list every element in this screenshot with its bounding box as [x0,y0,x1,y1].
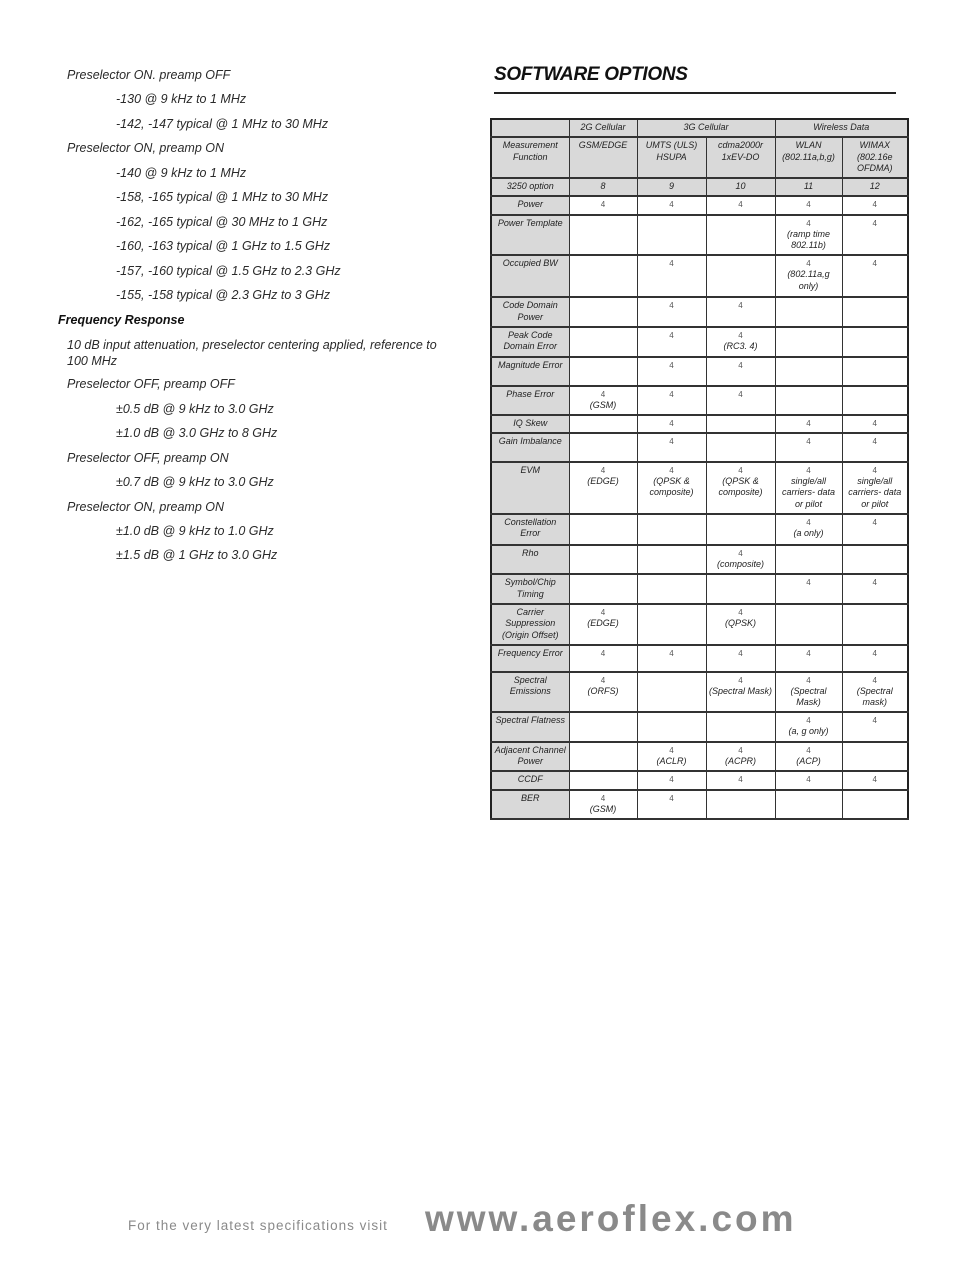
spec-line: -158, -165 typical @ 1 MHz to 30 MHz [116,190,329,204]
support-cell [706,771,775,789]
spec-line: -142, -147 typical @ 1 MHz to 30 MHz [116,117,329,131]
software-options-table [490,118,909,820]
support-cell [706,196,775,214]
support-cell [706,645,775,672]
cell-note: (QPSK & composite) [649,476,694,498]
support-cell [637,357,706,386]
checkmark-icon: 4 [669,793,674,803]
spec-line: -157, -160 typical @ 1.5 GHz to 2.3 GHz [116,264,341,278]
checkmark-icon: 4 [669,418,674,428]
checkmark-icon: 4 [738,466,743,476]
support-cell [775,462,842,514]
support-cell [637,790,706,819]
cell-note: (ACLR) [656,755,687,766]
support-cell [842,545,908,574]
checkmark-icon: 4 [806,716,811,726]
support-cell [706,415,775,433]
support-cell [842,604,908,645]
checkmark-icon: 4 [669,745,674,755]
table-row [491,645,908,672]
row-label: Measurement Function [491,137,569,178]
cell-note: (EDGE) [587,476,619,487]
table-row [491,215,908,256]
cell-note: single/all carriers- data or pilot [848,476,902,509]
spec-line: ±0.7 dB @ 9 kHz to 3.0 GHz [116,475,274,489]
support-cell [842,712,908,741]
cell-note: (QPSK & composite) [718,476,763,498]
checkmark-icon: 4 [806,200,811,210]
support-cell [569,255,637,297]
support-cell [706,742,775,772]
support-cell [569,433,637,462]
checkmark-icon: 4 [600,200,606,210]
support-cell [706,790,775,819]
checkmark-icon: 4 [806,218,811,228]
support-cell [842,742,908,772]
support-cell [775,215,842,256]
support-cell [637,196,706,214]
measurement-label: Adjacent Channel Power [491,742,569,772]
checkmark-icon: 4 [872,200,877,210]
support-cell [637,433,706,462]
support-cell [569,215,637,256]
option-number: 9 [637,178,706,196]
checkmark-icon: 4 [669,775,674,785]
support-cell [637,415,706,433]
measurement-label: Gain Imbalance [491,433,569,462]
table-row [491,415,908,433]
measurement-label: Spectral Flatness [491,712,569,741]
support-cell [569,645,637,672]
support-cell [706,357,775,386]
support-cell [569,604,637,645]
support-cell [569,386,637,415]
spec-condition: Preselector ON. preamp OFF [67,68,231,82]
cell-note: (RC3. 4) [723,340,758,351]
row-label: 3250 option [491,178,569,196]
measurement-label: Power [491,196,569,214]
support-cell [842,462,908,514]
measurement-label: Rho [491,545,569,574]
table-row [491,574,908,604]
cell-note: (Spectral mask) [856,685,893,708]
cell-note: (composite) [716,559,764,570]
section-heading: Frequency Response [58,313,185,327]
standards-header-row [491,137,908,178]
spec-line: ±1.0 dB @ 3.0 GHz to 8 GHz [116,426,278,440]
checkmark-icon: 4 [669,648,674,658]
support-cell [842,790,908,819]
table-row [491,297,908,327]
spec-condition: Preselector ON, preamp ON [67,141,224,155]
standard-header: WIMAX (802.16e OFDMA) [842,137,908,178]
spec-condition: Preselector ON, preamp ON [67,500,224,514]
support-cell [569,514,637,545]
checkmark-icon: 4 [806,466,811,476]
support-cell [775,327,842,357]
cell-note: (GSM) [589,803,617,814]
checkmark-icon: 4 [872,437,877,447]
table-row [491,742,908,772]
measurement-label: Frequency Error [491,645,569,672]
spec-line: -140 @ 9 kHz to 1 MHz [116,166,247,180]
measurement-label: Magnitude Error [491,357,569,386]
cell-note: (ACP) [796,755,821,766]
support-cell [775,433,842,462]
support-cell [706,255,775,297]
support-cell [569,462,637,514]
standard-header: UMTS (ULS) HSUPA [637,137,706,178]
table-row [491,790,908,819]
measurement-label: Spectral Emissions [491,672,569,713]
support-cell [637,645,706,672]
table-row [491,255,908,297]
checkmark-icon: 4 [738,745,743,755]
cell-note: (a, g only) [788,726,829,737]
support-cell [775,196,842,214]
measurement-label: CCDF [491,771,569,789]
table-row [491,327,908,357]
table-row [491,604,908,645]
spec-intro: 10 dB input attenuation, preselector centering applied, reference to 100 MHz [67,338,437,368]
support-cell [775,712,842,741]
checkmark-icon: 4 [600,675,606,685]
checkmark-icon: 4 [600,607,606,617]
support-cell [775,790,842,819]
support-cell [842,433,908,462]
support-cell [637,604,706,645]
measurement-label: BER [491,790,569,819]
checkmark-icon: 4 [600,793,606,803]
footer-url[interactable]: www.aeroflex.com [425,1198,797,1239]
checkmark-icon: 4 [738,549,743,559]
support-cell [706,327,775,357]
checkmark-icon: 4 [806,675,811,685]
support-cell [842,645,908,672]
checkmark-icon: 4 [872,578,877,588]
measurement-label: Occupied BW [491,255,569,297]
spec-condition: Preselector OFF, preamp ON [67,451,229,465]
measurement-rows [491,196,908,818]
checkmark-icon: 4 [600,648,606,658]
support-cell [706,672,775,713]
support-cell [569,357,637,386]
support-cell [637,771,706,789]
support-cell [775,742,842,772]
table-row [491,196,908,214]
support-cell [842,297,908,327]
measurement-label: Power Template [491,215,569,256]
checkmark-icon: 4 [669,259,674,269]
group-header: Wireless Data [775,119,908,137]
checkmark-icon: 4 [669,437,674,447]
support-cell [569,712,637,741]
footer-text: For the very latest specifications visit [128,1218,388,1233]
support-cell [842,386,908,415]
support-cell [706,297,775,327]
measurement-label: Code Domain Power [491,297,569,327]
cell-note: (ORFS) [587,685,619,696]
support-cell [569,327,637,357]
support-cell [775,297,842,327]
spec-line: -155, -158 typical @ 2.3 GHz to 3 GHz [116,288,331,302]
cell-note: single/all carriers- data or pilot [781,476,835,509]
support-cell [706,215,775,256]
support-cell [569,672,637,713]
table-row [491,433,908,462]
group-header: 3G Cellular [637,119,775,137]
checkmark-icon: 4 [806,578,811,588]
support-cell [775,645,842,672]
support-cell [842,574,908,604]
checkmark-icon: 4 [806,259,811,269]
checkmark-icon: 4 [872,259,877,269]
table-row [491,771,908,789]
support-cell [775,514,842,545]
checkmark-icon: 4 [669,466,674,476]
support-cell [569,742,637,772]
checkmark-icon: 4 [872,775,877,785]
checkmark-icon: 4 [806,648,811,658]
support-cell [706,462,775,514]
support-cell [637,386,706,415]
support-cell [706,604,775,645]
checkmark-icon: 4 [738,389,743,399]
checkmark-icon: 4 [738,775,743,785]
spec-line: ±1.5 dB @ 1 GHz to 3.0 GHz [116,548,278,562]
checkmark-icon: 4 [872,418,877,428]
support-cell [569,196,637,214]
measurement-label: Carrier Suppression (Origin Offset) [491,604,569,645]
cell-note: (ACPR) [725,755,756,766]
standard-header: WLAN (802.11a,b,g) [775,137,842,178]
support-cell [569,415,637,433]
checkmark-icon: 4 [872,675,877,685]
checkmark-icon: 4 [600,466,606,476]
spec-line: -160, -163 typical @ 1 GHz to 1.5 GHz [116,239,331,253]
section-title: SOFTWARE OPTIONS [494,64,688,85]
support-cell [706,574,775,604]
support-cell [706,433,775,462]
support-cell [842,415,908,433]
support-cell [706,712,775,741]
support-cell [775,357,842,386]
support-cell [637,462,706,514]
support-cell [637,297,706,327]
empty-header-cell [491,119,569,137]
checkmark-icon: 4 [806,745,811,755]
support-cell [637,215,706,256]
support-cell [706,545,775,574]
table-row [491,545,908,574]
support-cell [775,574,842,604]
support-cell [775,672,842,713]
checkmark-icon: 4 [738,607,743,617]
measurement-label: IQ Skew [491,415,569,433]
support-cell [842,514,908,545]
checkmark-icon: 4 [669,360,674,370]
support-cell [775,771,842,789]
support-cell [637,545,706,574]
checkmark-icon: 4 [872,518,877,528]
group-header: 2G Cellular [569,119,637,137]
cell-note: (QPSK) [724,617,756,628]
checkmark-icon: 4 [738,301,743,311]
measurement-label: EVM [491,462,569,514]
standard-header: cdma2000r 1xEV-DO [706,137,775,178]
cell-note: (Spectral Mask) [790,685,827,708]
checkmark-icon: 4 [669,200,674,210]
checkmark-icon: 4 [806,775,811,785]
support-cell [637,255,706,297]
support-cell [706,514,775,545]
support-cell [775,415,842,433]
checkmark-icon: 4 [669,330,674,340]
support-cell [569,574,637,604]
support-cell [842,196,908,214]
table-row [491,357,908,386]
table-row [491,514,908,545]
cell-note: (ramp time 802.11b) [786,228,830,251]
support-cell [569,771,637,789]
spec-condition: Preselector OFF, preamp OFF [67,377,235,391]
support-cell [569,545,637,574]
measurement-label: Phase Error [491,386,569,415]
support-cell [569,790,637,819]
support-cell [637,742,706,772]
checkmark-icon: 4 [669,301,674,311]
option-number: 11 [775,178,842,196]
support-cell [637,327,706,357]
spec-line: -130 @ 9 kHz to 1 MHz [116,92,247,106]
measurement-label: Symbol/Chip Timing [491,574,569,604]
support-cell [637,574,706,604]
cell-note: (802.11a,g only) [787,269,830,291]
checkmark-icon: 4 [872,648,877,658]
cell-note: (GSM) [589,399,617,410]
support-cell [842,327,908,357]
support-cell [842,215,908,256]
support-cell [775,604,842,645]
cell-note: (EDGE) [587,617,619,628]
checkmark-icon: 4 [806,518,811,528]
checkmark-icon: 4 [600,389,606,399]
support-cell [637,514,706,545]
support-cell [637,672,706,713]
checkmark-icon: 4 [738,648,743,658]
checkmark-icon: 4 [738,360,743,370]
spec-line: -162, -165 typical @ 30 MHz to 1 GHz [116,215,328,229]
cell-note: (a only) [793,528,824,539]
measurement-label: Peak Code Domain Error [491,327,569,357]
checkmark-icon: 4 [669,389,674,399]
table-row [491,672,908,713]
support-cell [637,712,706,741]
table-row [491,712,908,741]
checkmark-icon: 4 [738,330,743,340]
support-cell [775,255,842,297]
checkmark-icon: 4 [738,675,743,685]
cell-note: (Spectral Mask) [708,685,772,696]
title-rule [494,92,896,94]
support-cell [842,357,908,386]
checkmark-icon: 4 [872,466,877,476]
checkmark-icon: 4 [738,200,743,210]
support-cell [842,771,908,789]
support-cell [842,255,908,297]
option-number: 8 [569,178,637,196]
checkmark-icon: 4 [872,716,877,726]
standard-header: GSM/EDGE [569,137,637,178]
option-number: 12 [842,178,908,196]
support-cell [775,386,842,415]
spec-line: ±1.0 dB @ 9 kHz to 1.0 GHz [116,524,274,538]
spec-line: ±0.5 dB @ 9 kHz to 3.0 GHz [116,402,274,416]
support-cell [842,672,908,713]
checkmark-icon: 4 [872,218,877,228]
checkmark-icon: 4 [806,437,811,447]
support-cell [775,545,842,574]
support-cell [706,386,775,415]
group-header-row [491,119,908,137]
support-cell [569,297,637,327]
table-row [491,386,908,415]
table-row [491,462,908,514]
option-number: 10 [706,178,775,196]
checkmark-icon: 4 [806,418,811,428]
option-number-row [491,178,908,196]
measurement-label: Constellation Error [491,514,569,545]
